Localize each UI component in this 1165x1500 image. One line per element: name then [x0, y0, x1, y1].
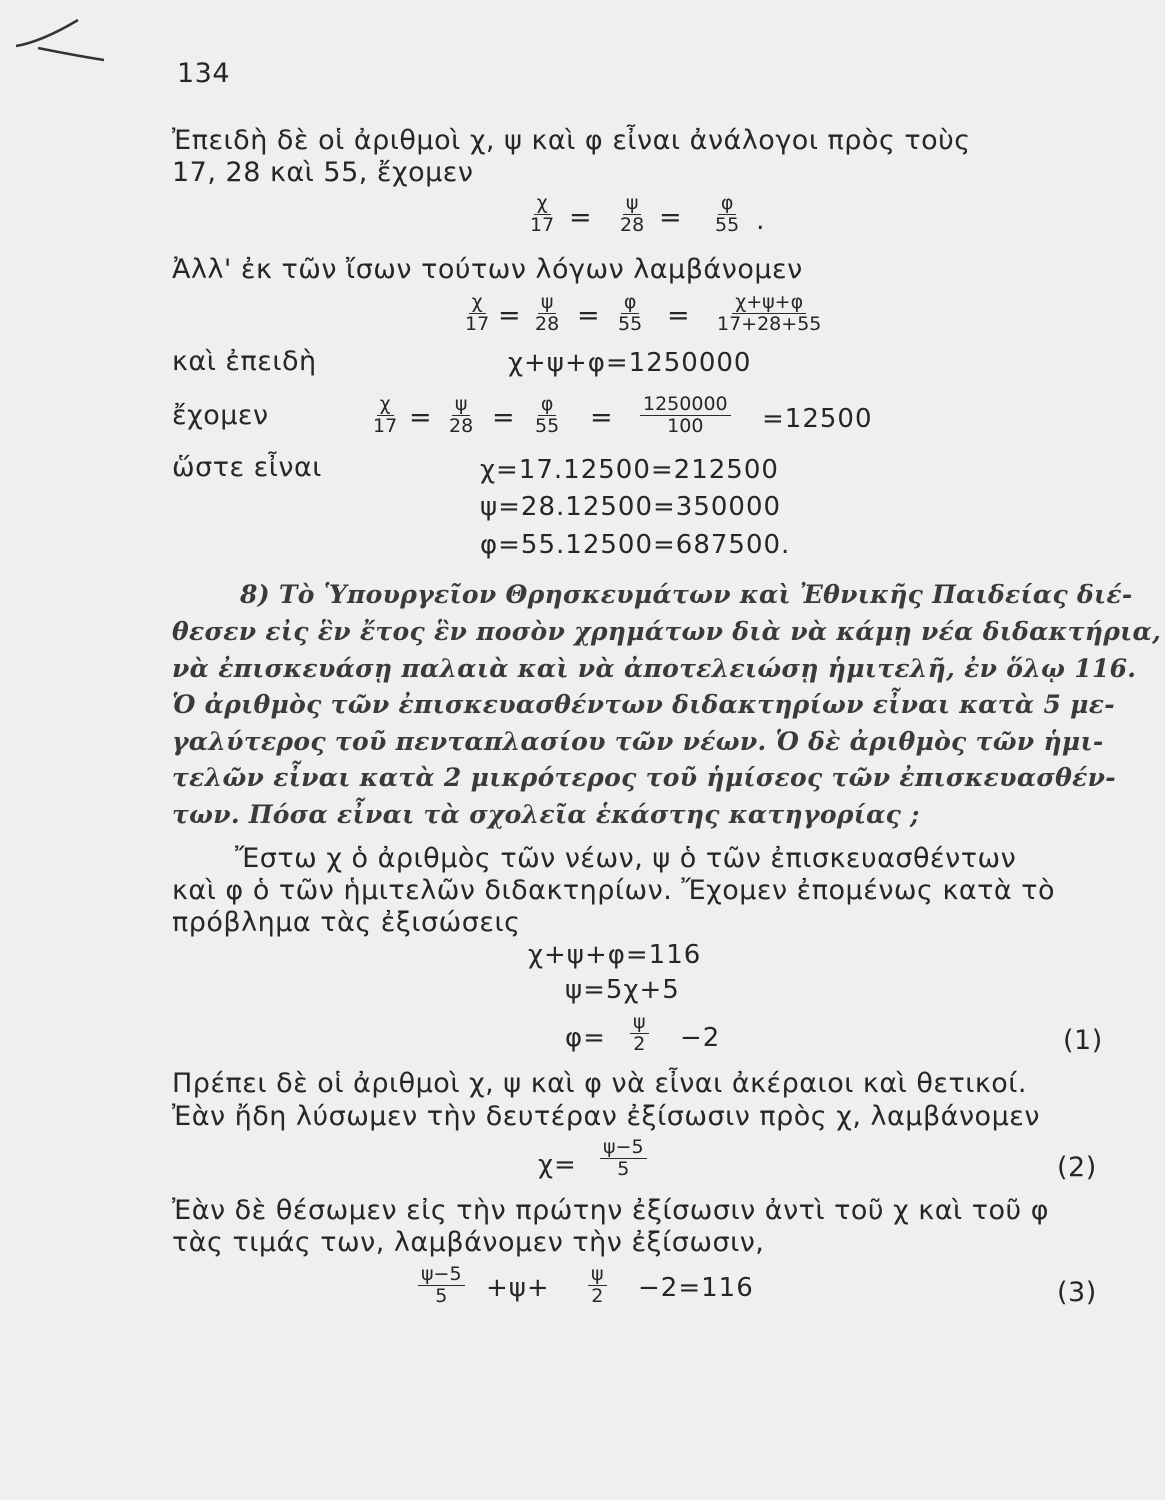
- text-line: τὰς τιμάς των, λαμβάνομεν τὴν ἐξίσωσιν,: [172, 1227, 765, 1258]
- text-line: Ἔστω χ ὁ ἀριθμὸς τῶν νέων, ψ ὁ τῶν ἐπισκευασθέντων: [235, 843, 1017, 874]
- page-number: 134: [177, 58, 231, 89]
- fraction: $\frac{\chi}{17}$: [465, 291, 490, 335]
- text-line: Ἐὰν δὲ θέσωμεν εἰς τὴν πρώτην ἐξίσωσιν ἀντὶ τοῦ χ καὶ τοῦ φ: [172, 1195, 1050, 1226]
- equation: −2: [680, 1023, 721, 1053]
- problem-text-line: των. Πόσα εἶναι τὰ σχολεῖα ἑκάστης κατηγορίας ;: [172, 800, 920, 829]
- equation: χ+ψ+φ=116: [528, 940, 702, 970]
- equation: ψ=5χ+5: [565, 975, 680, 1005]
- equals-sign: =: [590, 402, 613, 433]
- equation: χ+ψ+φ=1250000: [508, 348, 752, 378]
- equation-number: (2): [1057, 1152, 1097, 1183]
- fraction: $\frac{\varphi}{55}$: [535, 393, 560, 437]
- text-line: πρόβλημα τὰς ἐξισώσεις: [172, 907, 521, 938]
- text-line: καὶ φ ὁ τῶν ἡμιτελῶν διδακτηρίων. Ἔχομεν ἐπομένως κατὰ τὸ: [172, 875, 1056, 906]
- label: ὥστε εἶναι: [172, 452, 322, 483]
- problem-text-line: γαλύτερος τοῦ πενταπλασίου τῶν νέων. Ὁ δὲ ἀριθμὸς τῶν ἡμι-: [172, 727, 1104, 756]
- equation: +ψ+: [486, 1273, 550, 1303]
- fraction: $\frac{\psi}{28}$: [535, 291, 560, 335]
- equals-sign: =: [569, 202, 592, 233]
- fraction: $\frac{\varphi}{55}$: [715, 192, 740, 236]
- equation: χ=17.12500=212500: [480, 455, 779, 485]
- equation: χ=: [538, 1150, 577, 1180]
- problem-text-line: 8) Τὸ Ὑπουργεῖον Θρησκευμάτων καὶ Ἐθνικῆς Παιδείας διέ-: [240, 580, 1133, 609]
- fraction: $\frac{\psi}{2}$: [630, 1012, 649, 1055]
- fraction: $\frac{\chi+\psi+\varphi}{17+28+55}$: [717, 291, 822, 335]
- fraction: $\frac{\psi}{28}$: [449, 393, 474, 437]
- equation: φ=55.12500=687500.: [480, 530, 791, 560]
- problem-text-line: νὰ ἐπισκευάσῃ παλαιὰ καὶ νὰ ἀποτελειώσῃ ἡμιτελῆ, ἐν ὅλῳ 116.: [172, 654, 1137, 683]
- equation-number: (3): [1057, 1277, 1097, 1308]
- equals-sign: =: [577, 300, 600, 331]
- problem-text-line: Ὁ ἀριθμὸς τῶν ἐπισκευασθέντων διδακτηρίων εἶναι κατὰ 5 με-: [172, 690, 1115, 719]
- period: .: [756, 205, 765, 236]
- label: ἔχομεν: [172, 400, 269, 431]
- text-line: Ἐπειδὴ δὲ οἱ ἀριθμοὶ χ, ψ καὶ φ εἶναι ἀνάλογοι πρὸς τοὺς: [172, 125, 971, 156]
- equation: =12500: [762, 404, 873, 434]
- label: καὶ ἐπειδὴ: [172, 346, 317, 377]
- fraction: $\frac{\chi}{17}$: [373, 393, 398, 437]
- problem-text-line: θεσεν εἰς ἓν ἔτος ἓν ποσὸν χρημάτων διὰ νὰ κάμῃ νέα διδακτήρια,: [172, 617, 1162, 646]
- equals-sign: =: [492, 402, 515, 433]
- equation: ψ=28.12500=350000: [480, 492, 782, 522]
- equals-sign: =: [659, 202, 682, 233]
- fraction: $\frac{\psi-5}{5}$: [600, 1137, 647, 1180]
- equals-sign: =: [498, 300, 521, 331]
- fraction: $\frac{\varphi}{55}$: [618, 291, 643, 335]
- equals-sign: =: [409, 402, 432, 433]
- pencil-mark-icon: [8, 8, 108, 68]
- equals-sign: =: [667, 300, 690, 331]
- fraction: $\frac{\psi-5}{5}$: [418, 1264, 465, 1307]
- fraction: $\frac{\chi}{17}$: [530, 192, 555, 236]
- text-line: Ἀλλ' ἐκ τῶν ἴσων τούτων λόγων λαμβάνομεν: [172, 254, 803, 285]
- equation: −2=116: [638, 1273, 754, 1303]
- fraction: $\frac{\psi}{28}$: [620, 192, 645, 236]
- problem-text-line: τελῶν εἶναι κατὰ 2 μικρότερος τοῦ ἡμίσεος τῶν ἐπισκευασθέν-: [172, 763, 1116, 792]
- text-line: Ἐὰν ἤδη λύσωμεν τὴν δευτέραν ἐξίσωσιν πρὸς χ, λαμβάνομεν: [172, 1101, 1040, 1132]
- fraction: $\frac{\psi}{2}$: [588, 1264, 607, 1307]
- text-line: Πρέπει δὲ οἱ ἀριθμοὶ χ, ψ καὶ φ νὰ εἶναι ἀκέραιοι καὶ θετικοί.: [172, 1068, 1028, 1099]
- equation: φ=: [565, 1023, 606, 1053]
- equation-number: (1): [1063, 1025, 1103, 1056]
- text-line: 17, 28 καὶ 55, ἔχομεν: [172, 157, 474, 188]
- fraction: $\frac{1250000}{100}$: [640, 394, 731, 437]
